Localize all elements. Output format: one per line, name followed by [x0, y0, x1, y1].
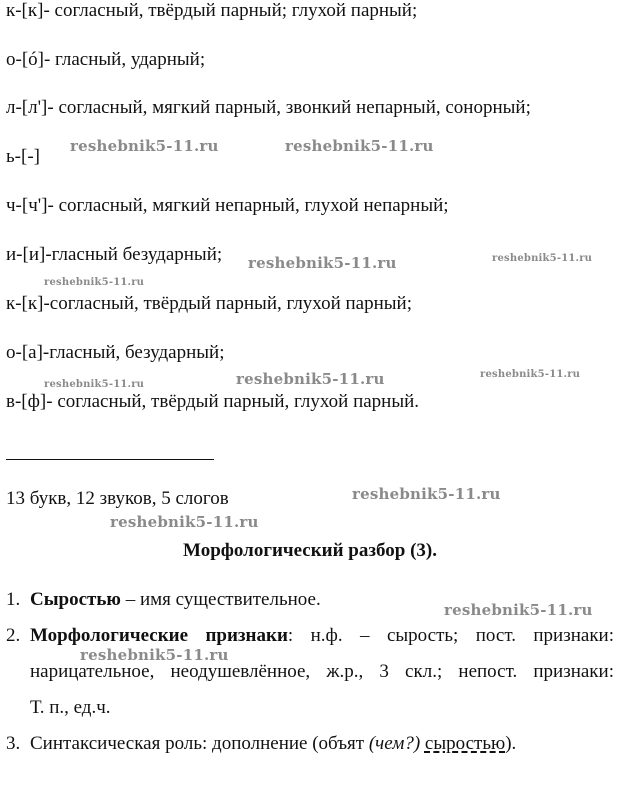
item-3-close: ).	[505, 733, 517, 754]
watermark: reshebnik5-11.ru	[44, 379, 145, 390]
item-3-text: Синтаксическая роль: дополнение (объят	[30, 733, 369, 754]
watermark: reshebnik5-11.ru	[480, 369, 581, 380]
phonetic-line-k2: к-[к]-согласный, твёрдый парный, глухой парный;	[6, 293, 412, 314]
phonetic-line-k1: к-[к]- согласный, твёрдый парный; глухой парный;	[6, 0, 418, 21]
item-2-line-1-text: : н.ф. – сырость; пост. признаки:	[287, 625, 614, 646]
item-2-line-1	[30, 625, 614, 647]
watermark: reshebnik5-11.ru	[44, 277, 145, 288]
item-1-text: – имя существительное.	[120, 589, 321, 610]
divider-line	[6, 459, 214, 460]
watermark: reshebnik5-11.ru	[70, 137, 219, 155]
summary-line: 13 букв, 12 звуков, 5 слогов	[6, 488, 229, 509]
watermark: reshebnik5-11.ru	[236, 370, 385, 388]
item-1-word: Сыростью	[30, 589, 121, 610]
phonetic-line-ch: ч-[ч']- согласный, мягкий непарный, глухой непарный;	[6, 195, 449, 216]
phonetic-line-o1: о-[ó]- гласный, ударный;	[6, 49, 206, 70]
item-3-question: (чем?)	[368, 733, 421, 754]
item-3-number: 3.	[6, 733, 21, 754]
phonetic-line-l: л-[л']- согласный, мягкий парный, звонкий непарный, сонорный;	[6, 97, 531, 118]
phonetic-line-i: и-[и]-гласный безударный;	[6, 244, 223, 265]
item-2-line-3: Т. п., ед.ч.	[30, 697, 111, 718]
watermark: reshebnik5-11.ru	[110, 513, 259, 531]
watermark: reshebnik5-11.ru	[352, 485, 501, 503]
item-2-label: Морфологические признаки	[30, 625, 288, 646]
item-3	[30, 733, 614, 755]
item-1-number: 1.	[6, 589, 21, 610]
watermark: reshebnik5-11.ru	[248, 254, 397, 272]
phonetic-line-soft-sign: ь-[-]	[6, 146, 40, 167]
watermark: reshebnik5-11.ru	[492, 253, 593, 264]
morph-title: Морфологический разбор (3).	[183, 540, 437, 561]
item-2-line-2: нарицательное, неодушевлённое, ж.р., 3 скл.; непост. признаки:	[30, 661, 614, 682]
watermark: reshebnik5-11.ru	[80, 646, 229, 664]
phonetic-line-o2: о-[а]-гласный, безударный;	[6, 342, 225, 363]
item-2-number: 2.	[6, 625, 21, 646]
watermark: reshebnik5-11.ru	[285, 137, 434, 155]
watermark: reshebnik5-11.ru	[444, 601, 593, 619]
item-3-word: сыростью	[424, 733, 506, 754]
phonetic-line-v: в-[ф]- согласный, твёрдый парный, глухой парный.	[6, 391, 420, 412]
